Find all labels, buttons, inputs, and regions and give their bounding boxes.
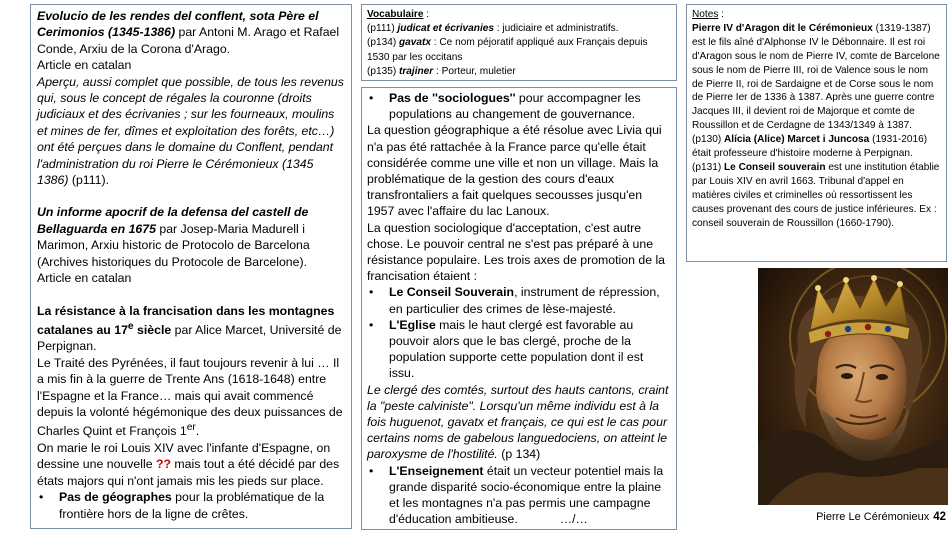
middle-column: [361, 87, 677, 530]
left-column: [30, 4, 352, 529]
bullet-conseil-souverain: • Le Conseil Souverain, instrument de répression, en particulier des crimes de lèse-majesté.: [367, 284, 671, 316]
article-2-language: Article en catalan: [37, 271, 132, 286]
bullet-enseignement: • L'Enseignement était un vecteur potentiel mais la grande disparité socio-économique entre la plaine et les montagnes n'a pas permis une campagne d'éducation ambitieuse. …/…: [367, 463, 671, 528]
question-mark: ??: [155, 457, 171, 472]
bullet-geographers: • Pas de géographes pour la problématique de la frontière hors de la ligne de crêtes.: [37, 489, 345, 522]
page-number: 42: [933, 511, 946, 523]
continued-mark: …/…: [559, 512, 588, 527]
article-2: [37, 204, 345, 270]
article-1-language: Article en catalan: [37, 58, 132, 73]
paragraph-marriage: On marie le roi Louis XIV avec l'infante d'Espagne, on dessine une nouvelle ?? mais tout a été décidé par des états majors qui n'ont jamais mis les pieds sur place.: [37, 440, 340, 488]
quote-clergy: Le clergé des comtés, surtout des hauts cantons, craint la "peste calviniste". Lorsqu'un même individu est à la fois huguenot, gavatx et français, ce qui est le cas pour certains noms de gabelous languedociens, on atteint le paroxysme de l'hostilité. (p 134): [367, 382, 669, 462]
vocabulary-box: [361, 4, 677, 81]
article-2-title: Un informe apocrif de la defensa del castell de Bellaguarda en 1675: [37, 205, 309, 236]
notes-heading: Notes :: [692, 9, 724, 20]
article-3-title: La résistance à la francisation dans les montagnes catalanes au 17e siècle: [37, 303, 335, 337]
vocab-item: (p111) judicat et écrivanies : judiciaire et administratifs.: [367, 23, 619, 35]
paragraph-geography: La question géographique a été résolue avec Livia qui n'a pas été rattachée à la France parce qu'elle était considérée comme une ville et non un village. Mais la problématique de la gestion des cours d'eaux transfrontaliers a fait quelques secousses jusqu'en 1957 avec l'affaire du lac Lanoux.: [367, 123, 662, 219]
bullet-sociologists: • Pas de ''sociologues'' pour accompagner les populations au changement de gouvernance.: [367, 90, 671, 122]
article-3: [37, 303, 345, 355]
article-2-author: par Josep-Maria Madurell i Marimon, Arxiu historic de Protocolo de Barcelona (Archives historiques du Protocole de Barcelone).: [37, 221, 310, 269]
vocab-item: (p135) trajiner : Porteur, muletier: [367, 65, 516, 77]
vocab-item: (p134) gavatx : Ce nom péjoratif appliqué aux Français depuis 1530 par les occitans: [367, 37, 648, 63]
paragraph-treaty: Le Traité des Pyrénées, il faut toujours revenir à lui … Il a mis fin à la guerre de Trente Ans (1618-1648) entre l'Espagne et la France… mais qui avait commencé depuis la volonté hégémonique des deux puissances de Charles Quint et François 1er.: [37, 355, 343, 439]
vocabulary-heading: Vocabulaire :: [367, 9, 430, 20]
article-1-summary: Aperçu, aussi complet que possible, de tous les revenus qui, sous le concept de régales la couronne (droits judiciaux et des écrivanies ; sur les fourneaux, moulins et mines de fer, dîmes et exploitation des forêts, etc…) ont été perçues dans le domaine du Conflent, pendant l'administration du roi Pierre le Cérémonieux (1345 1386) (p111).: [37, 74, 344, 188]
portrait-caption: Pierre Le Cérémonieux 42: [816, 511, 946, 523]
article-1-author: par Antoni M. Arago et Rafael Conde, Arxiu de la Corona d'Arago.: [37, 25, 340, 56]
article-3-author: par Alice Marcet, Université de Perpignan.: [37, 323, 342, 354]
article-1-title: Evolucio de les rendes del conflent, sota Père el Cerimonios (1345-1386): [37, 9, 319, 40]
article-1: [37, 8, 345, 57]
paragraph-sociology: La question sociologique d'acceptation, c'est autre chose. Le pouvoir central ne s'est pas préparé à une résistance populaire. Les trois axes de promotion de la francisation étaient :: [367, 220, 666, 284]
note-conseil-souverain: (p131) Le Conseil souverain est une institution établie par Louis XIV en avril 1663. Tribunal d'appel en matières civiles et criminelles où ressortissent les causes provenant des cours de justice inférieures. Ex : conseil souverain de Roussillon (1660-1790).: [692, 161, 940, 229]
bullet-eglise: • L'Eglise mais le haut clergé est favorable au pouvoir alors que le bas clergé, proche de la population supporte cette population dont il est issu.: [367, 317, 671, 382]
king-portrait-image: [758, 268, 948, 505]
note-alice-marcet: (p130) Alícia (Alice) Marcet i Juncosa (1931-2016) était professeure d'histoire moderne à Perpignan.: [692, 134, 928, 160]
notes-box: [686, 4, 947, 262]
note-pierre-iv: Pierre IV d'Aragon dit le Cérémonieux (1319-1387) est le fils aîné d'Alphonse IV le Débonnaire. Il est roi d'Aragon sous le nom de Pierre IV, comte de Barcelone sous le nom de Pierre III, roi de Valence sous le nom de Pierre II, roi de Sardaigne et de Corse sous le nom de Pierre Ier de 1336 à 1387. Après une guerre contre Jacques III, il devient roi de Majorque et comte de Roussillon et de Cerdagne de 1343/1349 à 1387.: [692, 22, 940, 132]
